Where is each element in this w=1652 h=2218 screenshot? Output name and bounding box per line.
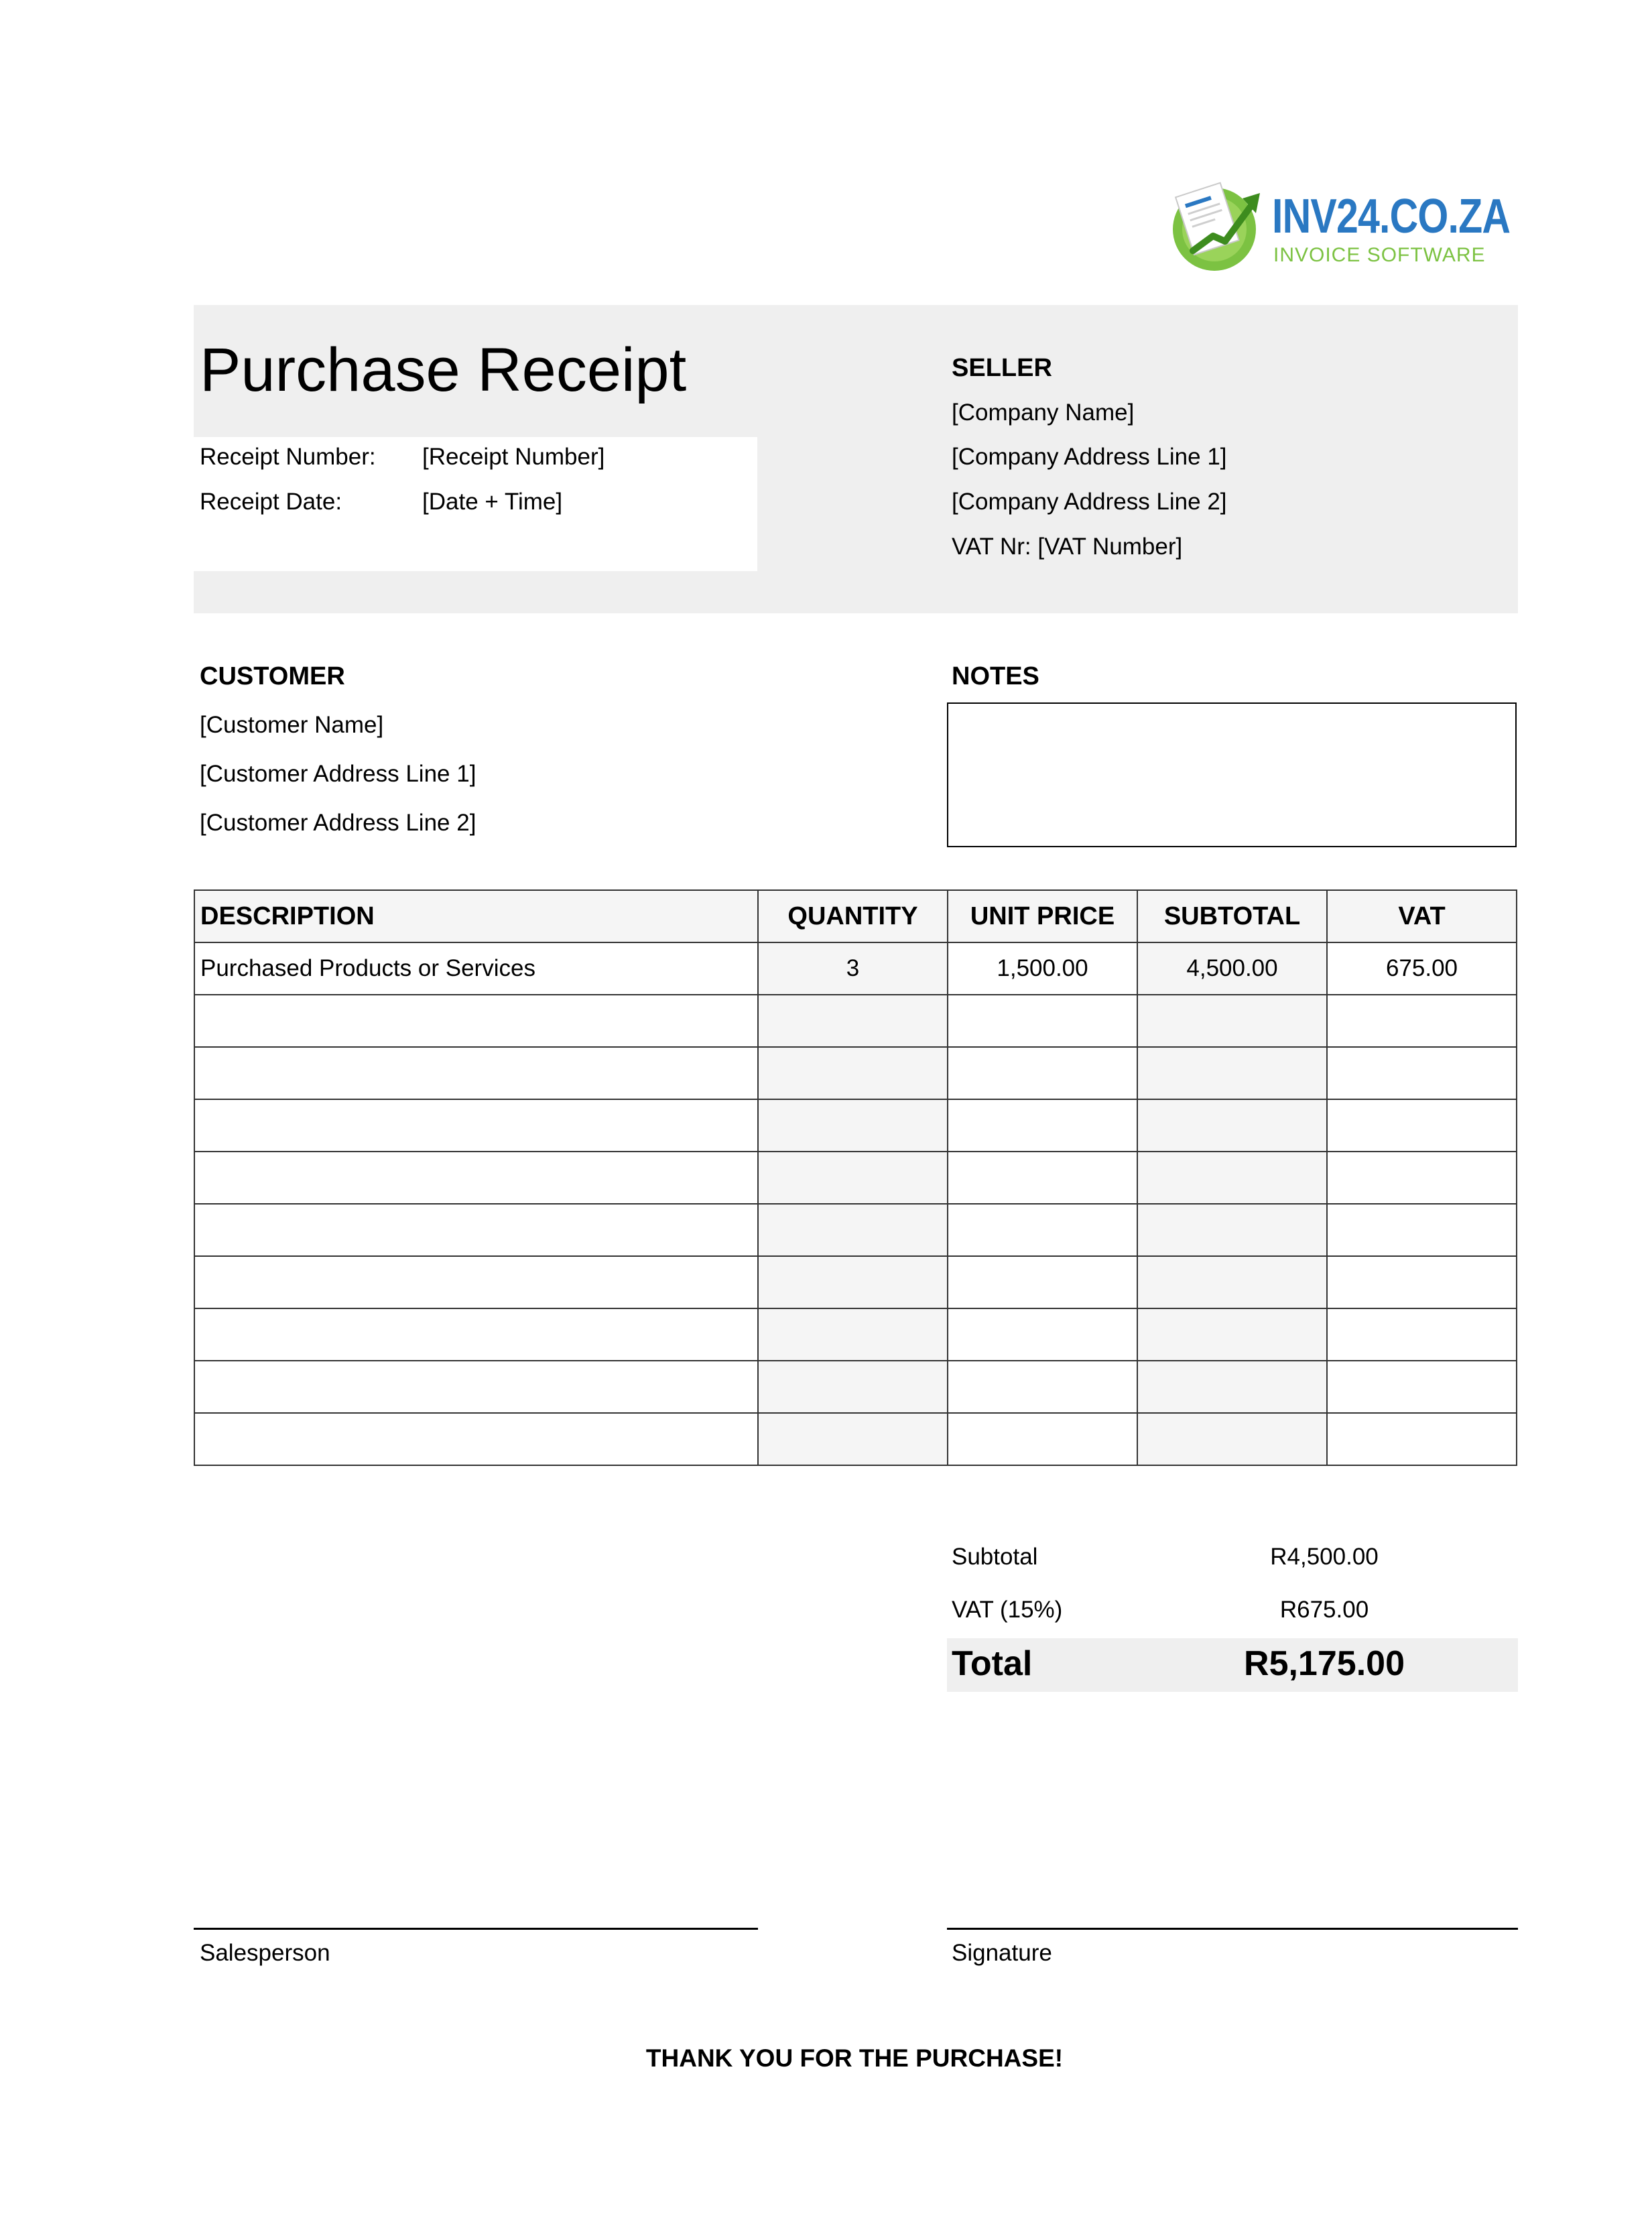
seller-vat-number: VAT Nr: [VAT Number] — [952, 534, 1183, 560]
cell-vat[interactable] — [1327, 1308, 1517, 1361]
notes-box[interactable] — [947, 702, 1517, 847]
cell-description[interactable] — [194, 1204, 758, 1256]
vat-label: VAT (15%) — [952, 1597, 1063, 1623]
cell-description[interactable] — [194, 995, 758, 1047]
cell-vat[interactable] — [1327, 1099, 1517, 1152]
notes-heading: NOTES — [952, 662, 1039, 690]
table-row — [194, 1152, 1517, 1204]
column-header-subtotal: SUBTOTAL — [1137, 890, 1327, 942]
cell-unit-price[interactable] — [948, 1204, 1137, 1256]
thank-you-message: THANK YOU FOR THE PURCHASE! — [645, 2044, 1064, 2072]
invoice-chart-icon — [1166, 176, 1267, 276]
table-row — [194, 1413, 1517, 1465]
cell-vat[interactable] — [1327, 1256, 1517, 1308]
cell-description[interactable] — [194, 1256, 758, 1308]
cell-vat[interactable] — [1327, 1204, 1517, 1256]
column-header-description: DESCRIPTION — [194, 890, 758, 942]
signature-label: Signature — [952, 1940, 1052, 1966]
customer-name: [Customer Name] — [200, 712, 384, 738]
cell-quantity[interactable] — [758, 1099, 948, 1152]
salesperson-signature-line — [194, 1928, 758, 1930]
cell-quantity[interactable] — [758, 995, 948, 1047]
cell-description[interactable] — [194, 1361, 758, 1413]
cell-quantity[interactable] — [758, 1308, 948, 1361]
table-row — [194, 1308, 1517, 1361]
column-header-unit-price: UNIT PRICE — [948, 890, 1137, 942]
customer-address-line-1: [Customer Address Line 1] — [200, 761, 476, 787]
cell-vat[interactable] — [1327, 1152, 1517, 1204]
customer-signature-line — [947, 1928, 1518, 1930]
logo-brand-text: INV24.CO.ZA — [1272, 190, 1511, 243]
receipt-number-label: Receipt Number: — [200, 444, 376, 470]
cell-quantity[interactable] — [758, 1204, 948, 1256]
cell-description[interactable] — [194, 1099, 758, 1152]
cell-quantity[interactable] — [758, 1256, 948, 1308]
cell-subtotal[interactable] — [1137, 1152, 1327, 1204]
cell-unit-price[interactable] — [948, 1413, 1137, 1465]
cell-subtotal[interactable] — [1137, 1413, 1327, 1465]
table-header-row — [194, 890, 1517, 942]
cell-quantity[interactable] — [758, 1413, 948, 1465]
cell-quantity[interactable] — [758, 1361, 948, 1413]
receipt-date-value: [Date + Time] — [422, 489, 563, 515]
cell-subtotal[interactable] — [1137, 1308, 1327, 1361]
cell-subtotal[interactable] — [1137, 1256, 1327, 1308]
seller-heading: SELLER — [952, 354, 1052, 382]
cell-unit-price[interactable] — [948, 1047, 1137, 1099]
cell-quantity[interactable]: 3 — [758, 942, 948, 995]
table-row — [194, 1204, 1517, 1256]
vat-value: R675.00 — [1279, 1597, 1369, 1623]
table-row — [194, 995, 1517, 1047]
cell-description[interactable] — [194, 1413, 758, 1465]
cell-unit-price[interactable] — [948, 995, 1137, 1047]
cell-subtotal[interactable] — [1137, 1361, 1327, 1413]
cell-unit-price[interactable] — [948, 1361, 1137, 1413]
receipt-date-label: Receipt Date: — [200, 489, 342, 515]
seller-company-name: [Company Name] — [952, 399, 1135, 426]
cell-vat[interactable] — [1327, 1047, 1517, 1099]
seller-address-line-1: [Company Address Line 1] — [952, 444, 1227, 470]
customer-heading: CUSTOMER — [200, 662, 345, 690]
cell-subtotal[interactable]: 4,500.00 — [1137, 942, 1327, 995]
items-table — [194, 889, 1517, 1466]
table-row — [194, 1256, 1517, 1308]
cell-vat[interactable]: 675.00 — [1327, 942, 1517, 995]
customer-address-line-2: [Customer Address Line 2] — [200, 810, 476, 836]
cell-unit-price[interactable]: 1,500.00 — [948, 942, 1137, 995]
receipt-number-value: [Receipt Number] — [422, 444, 605, 470]
subtotal-value: R4,500.00 — [1270, 1544, 1379, 1570]
salesperson-label: Salesperson — [200, 1940, 330, 1966]
table-row — [194, 1099, 1517, 1152]
seller-address-line-2: [Company Address Line 2] — [952, 489, 1227, 515]
cell-vat[interactable] — [1327, 1413, 1517, 1465]
cell-unit-price[interactable] — [948, 1308, 1137, 1361]
cell-subtotal[interactable] — [1137, 1047, 1327, 1099]
cell-subtotal[interactable] — [1137, 1204, 1327, 1256]
cell-unit-price[interactable] — [948, 1256, 1137, 1308]
company-logo — [1166, 176, 1511, 283]
table-row — [194, 1361, 1517, 1413]
cell-quantity[interactable] — [758, 1047, 948, 1099]
cell-subtotal[interactable] — [1137, 1099, 1327, 1152]
column-header-quantity: QUANTITY — [758, 890, 948, 942]
total-label: Total — [952, 1644, 1033, 1683]
table-row — [194, 942, 1517, 995]
cell-quantity[interactable] — [758, 1152, 948, 1204]
cell-description[interactable] — [194, 1047, 758, 1099]
cell-vat[interactable] — [1327, 995, 1517, 1047]
total-value: R5,175.00 — [1244, 1644, 1405, 1683]
column-header-vat: VAT — [1327, 890, 1517, 942]
cell-unit-price[interactable] — [948, 1152, 1137, 1204]
cell-description[interactable] — [194, 1308, 758, 1361]
cell-unit-price[interactable] — [948, 1099, 1137, 1152]
cell-description[interactable] — [194, 1152, 758, 1204]
table-row — [194, 1047, 1517, 1099]
cell-vat[interactable] — [1327, 1361, 1517, 1413]
page-title: Purchase Receipt — [200, 336, 687, 404]
cell-description[interactable]: Purchased Products or Services — [194, 942, 758, 995]
logo-tagline: INVOICE SOFTWARE — [1273, 244, 1486, 266]
subtotal-label: Subtotal — [952, 1544, 1038, 1570]
cell-subtotal[interactable] — [1137, 995, 1327, 1047]
